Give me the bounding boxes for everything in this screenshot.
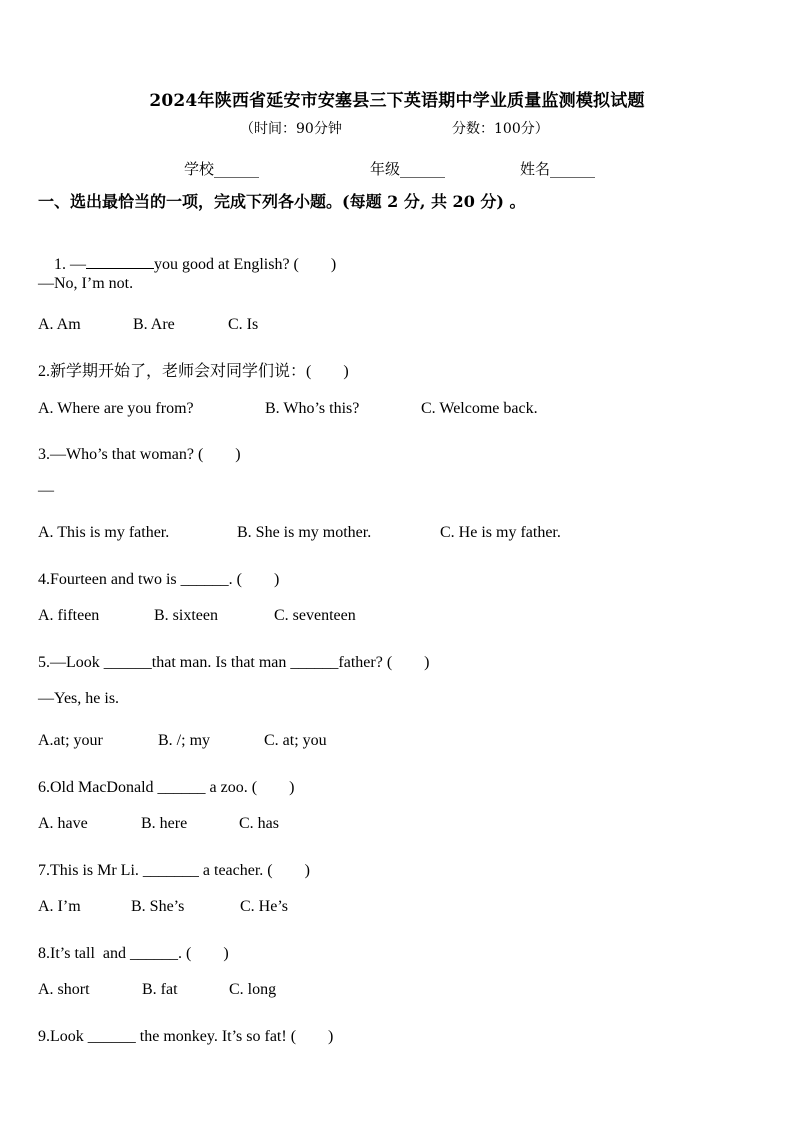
question-2: 2.新学期开始了，老师会对同学们说：( ) [38, 363, 349, 380]
question-5-reply: —Yes, he is. [38, 690, 120, 707]
question-3: 3.—Who’s that woman? ( ) [38, 446, 241, 463]
option-b: B. She is my mother. [237, 524, 372, 541]
option-c: C. at; you [264, 732, 327, 749]
question-5: 5.—Look ______that man. Is that man ______father? ( ) [38, 654, 430, 671]
answer-blank [86, 253, 154, 269]
question-8: 8.It’s tall and ______. ( ) [38, 945, 229, 962]
question-1-reply: —No, I’m not. [38, 275, 134, 292]
exam-time: （时间：90分钟 [240, 121, 342, 137]
option-a: A. Am [38, 316, 81, 333]
option-b: B. Who’s this? [265, 400, 360, 417]
option-c: C. has [239, 815, 279, 832]
option-c: C. long [229, 981, 277, 998]
question-1-prefix: 1. — [54, 256, 86, 273]
question-1-text: you good at English? ( ) [154, 256, 337, 273]
option-a: A. This is my father. [38, 524, 170, 541]
option-b: B. sixteen [154, 607, 218, 624]
option-b: B. here [141, 815, 188, 832]
exam-score: 分数：100分） [452, 121, 549, 137]
option-a: A. short [38, 981, 90, 998]
option-a: A. have [38, 815, 88, 832]
option-a: A.at; your [38, 732, 103, 749]
school-field: 学校______ [184, 160, 260, 178]
question-7: 7.This is Mr Li. _______ a teacher. ( ) [38, 862, 310, 879]
question-9: 9.Look ______ the monkey. It’s so fat! ( ) [38, 1028, 334, 1045]
name-field: 姓名______ [520, 160, 596, 178]
option-b: B. Are [133, 316, 175, 333]
question-6: 6.Old MacDonald ______ a zoo. ( ) [38, 779, 295, 796]
option-a: A. I’m [38, 898, 81, 915]
option-b: B. fat [142, 981, 178, 998]
option-b: B. She’s [131, 898, 185, 915]
option-c: C. He is my father. [440, 524, 561, 541]
question-3-reply: — [38, 482, 54, 499]
option-c: C. seventeen [274, 607, 356, 624]
option-a: A. fifteen [38, 607, 100, 624]
option-c: C. Is [228, 316, 259, 333]
grade-field: 年级______ [370, 160, 446, 178]
option-c: C. Welcome back. [421, 400, 538, 417]
page-title: 2024年陕西省延安市安塞县三下英语期中学业质量监测模拟试题 [149, 91, 645, 111]
question-4: 4.Fourteen and two is ______. ( ) [38, 571, 280, 588]
option-b: B. /; my [158, 732, 211, 749]
option-c: C. He’s [240, 898, 288, 915]
section-heading: 一、选出最恰当的一项，完成下列各小题。(每题 2 分, 共 20 分) 。 [38, 192, 526, 211]
option-a: A. Where are you from? [38, 400, 194, 417]
